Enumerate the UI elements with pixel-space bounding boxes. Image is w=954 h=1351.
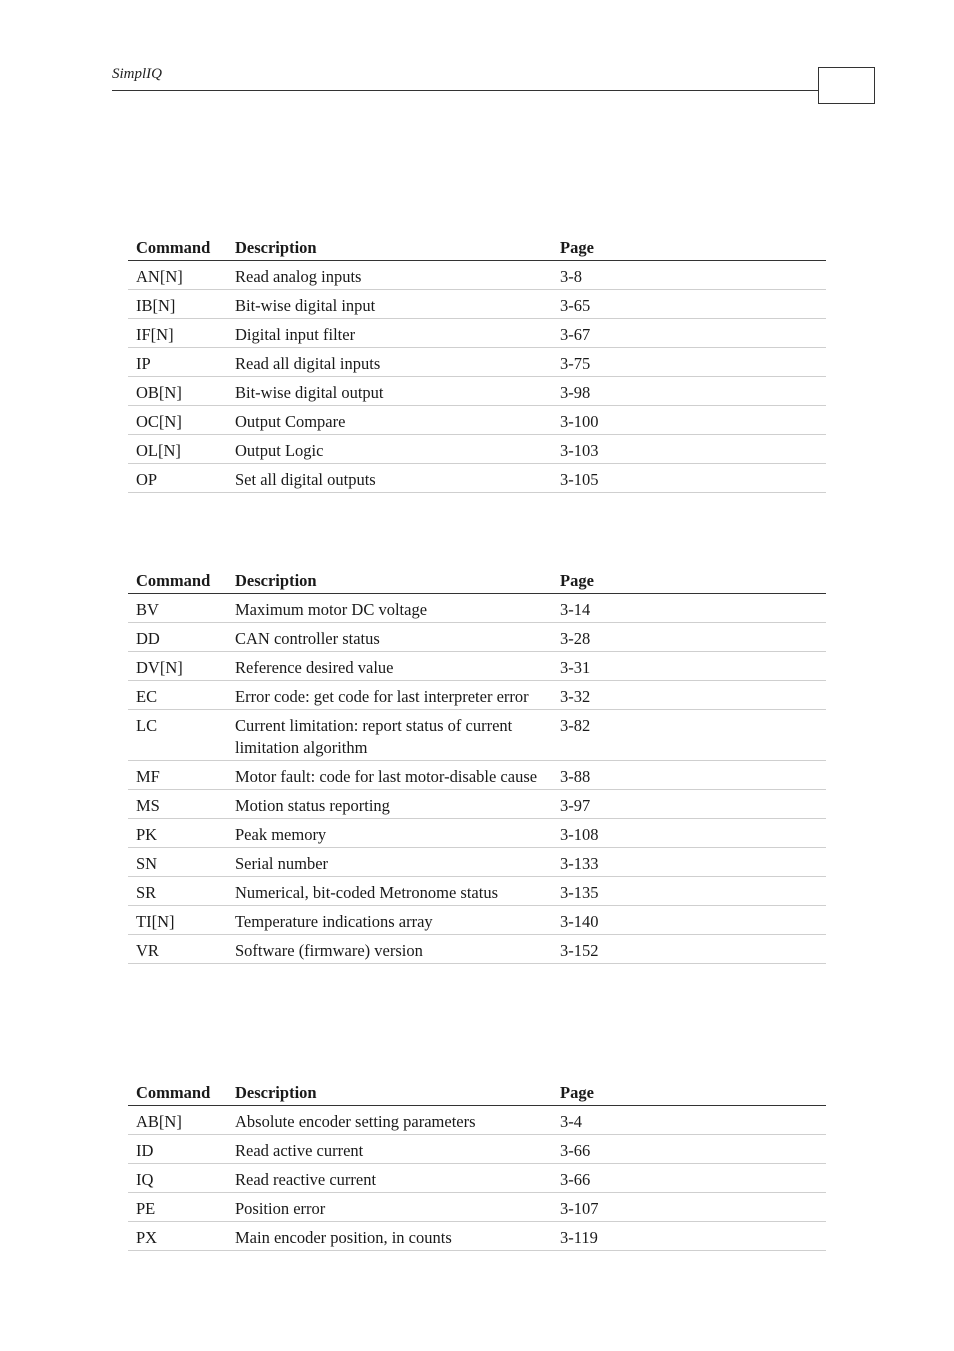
cell-page: 3-32 [552, 681, 826, 710]
cell-description: Numerical, bit-coded Metronome status [227, 877, 552, 906]
cell-description: Reference desired value [227, 652, 552, 681]
cell-description: Temperature indications array [227, 906, 552, 935]
table-row [128, 435, 826, 464]
cell-page: 3-107 [552, 1193, 826, 1222]
cell-page: 3-108 [552, 819, 826, 848]
cell-page: 3-82 [552, 710, 826, 761]
column-header-command: Command [128, 1082, 227, 1106]
cell-description: Read analog inputs [227, 261, 552, 290]
column-header-page: Page [552, 237, 826, 261]
cell-command: OP [128, 464, 227, 493]
cell-description: Main encoder position, in counts [227, 1222, 552, 1251]
cell-page: 3-103 [552, 435, 826, 464]
cell-page: 3-97 [552, 790, 826, 819]
cell-page: 3-105 [552, 464, 826, 493]
cell-description: Motor fault: code for last motor-disable cause [227, 761, 552, 790]
cell-command: SN [128, 848, 227, 877]
cell-description: Serial number [227, 848, 552, 877]
cell-page: 3-75 [552, 348, 826, 377]
cell-command: LC [128, 710, 227, 761]
cell-page: 3-66 [552, 1135, 826, 1164]
cell-description: Absolute encoder setting parameters [227, 1106, 552, 1135]
table-row [128, 1106, 826, 1135]
table-row [128, 348, 826, 377]
cell-description: Set all digital outputs [227, 464, 552, 493]
cell-description: CAN controller status [227, 623, 552, 652]
cell-page: 3-31 [552, 652, 826, 681]
cell-command: VR [128, 935, 227, 964]
status-commands-table [128, 570, 826, 964]
cell-page: 3-152 [552, 935, 826, 964]
cell-command: IQ [128, 1164, 227, 1193]
column-header-description: Description [227, 237, 552, 261]
cell-command: OB[N] [128, 377, 227, 406]
cell-command: SR [128, 877, 227, 906]
cell-command: PK [128, 819, 227, 848]
table-row [128, 464, 826, 493]
cell-command: PE [128, 1193, 227, 1222]
cell-description: Digital input filter [227, 319, 552, 348]
cell-page: 3-135 [552, 877, 826, 906]
cell-description: Maximum motor DC voltage [227, 594, 552, 623]
table-row [128, 406, 826, 435]
cell-description: Current limitation: report status of current limitation algorithm [227, 710, 552, 761]
cell-page: 3-133 [552, 848, 826, 877]
cell-description: Output Compare [227, 406, 552, 435]
column-header-command: Command [128, 570, 227, 594]
column-header-page: Page [552, 1082, 826, 1106]
cell-page: 3-88 [552, 761, 826, 790]
table-row [128, 261, 826, 290]
table-row [128, 761, 826, 790]
table-row [128, 377, 826, 406]
cell-command: IF[N] [128, 319, 227, 348]
feedback-commands-table [128, 1082, 826, 1251]
table-row [128, 319, 826, 348]
cell-command: PX [128, 1222, 227, 1251]
cell-command: EC [128, 681, 227, 710]
cell-command: IB[N] [128, 290, 227, 319]
table-row [128, 290, 826, 319]
table-row [128, 790, 826, 819]
cell-description: Read active current [227, 1135, 552, 1164]
table-row [128, 1164, 826, 1193]
cell-command: BV [128, 594, 227, 623]
cell-page: 3-28 [552, 623, 826, 652]
cell-description: Read reactive current [227, 1164, 552, 1193]
page-number-box [818, 67, 875, 104]
cell-description: Error code: get code for last interpreter error [227, 681, 552, 710]
cell-command: ID [128, 1135, 227, 1164]
cell-page: 3-65 [552, 290, 826, 319]
cell-command: AB[N] [128, 1106, 227, 1135]
table-header-row [128, 237, 826, 261]
table-row [128, 1135, 826, 1164]
table-row [128, 623, 826, 652]
header-title: SimplIQ [112, 66, 162, 82]
cell-command: MS [128, 790, 227, 819]
cell-description: Software (firmware) version [227, 935, 552, 964]
table-row [128, 877, 826, 906]
cell-command: OL[N] [128, 435, 227, 464]
cell-page: 3-67 [552, 319, 826, 348]
table-row [128, 819, 826, 848]
column-header-description: Description [227, 570, 552, 594]
cell-command: AN[N] [128, 261, 227, 290]
column-header-description: Description [227, 1082, 552, 1106]
cell-command: OC[N] [128, 406, 227, 435]
cell-description: Position error [227, 1193, 552, 1222]
cell-description: Output Logic [227, 435, 552, 464]
cell-page: 3-98 [552, 377, 826, 406]
column-header-page: Page [552, 570, 826, 594]
table-row [128, 710, 826, 761]
table-row [128, 848, 826, 877]
cell-page: 3-100 [552, 406, 826, 435]
cell-page: 3-66 [552, 1164, 826, 1193]
table-row [128, 906, 826, 935]
cell-command: MF [128, 761, 227, 790]
table-row [128, 935, 826, 964]
io-commands-table [128, 237, 826, 493]
cell-page: 3-4 [552, 1106, 826, 1135]
header-divider [112, 90, 818, 91]
cell-page: 3-140 [552, 906, 826, 935]
table-header-row [128, 1082, 826, 1106]
table-row [128, 681, 826, 710]
cell-description: Bit-wise digital output [227, 377, 552, 406]
cell-command: IP [128, 348, 227, 377]
cell-page: 3-14 [552, 594, 826, 623]
cell-description: Bit-wise digital input [227, 290, 552, 319]
cell-command: DD [128, 623, 227, 652]
cell-description: Peak memory [227, 819, 552, 848]
table-row [128, 594, 826, 623]
cell-description: Read all digital inputs [227, 348, 552, 377]
cell-description: Motion status reporting [227, 790, 552, 819]
table-row [128, 1222, 826, 1251]
cell-command: TI[N] [128, 906, 227, 935]
cell-page: 3-8 [552, 261, 826, 290]
cell-page: 3-119 [552, 1222, 826, 1251]
table-header-row [128, 570, 826, 594]
table-row [128, 652, 826, 681]
column-header-command: Command [128, 237, 227, 261]
cell-command: DV[N] [128, 652, 227, 681]
table-row [128, 1193, 826, 1222]
